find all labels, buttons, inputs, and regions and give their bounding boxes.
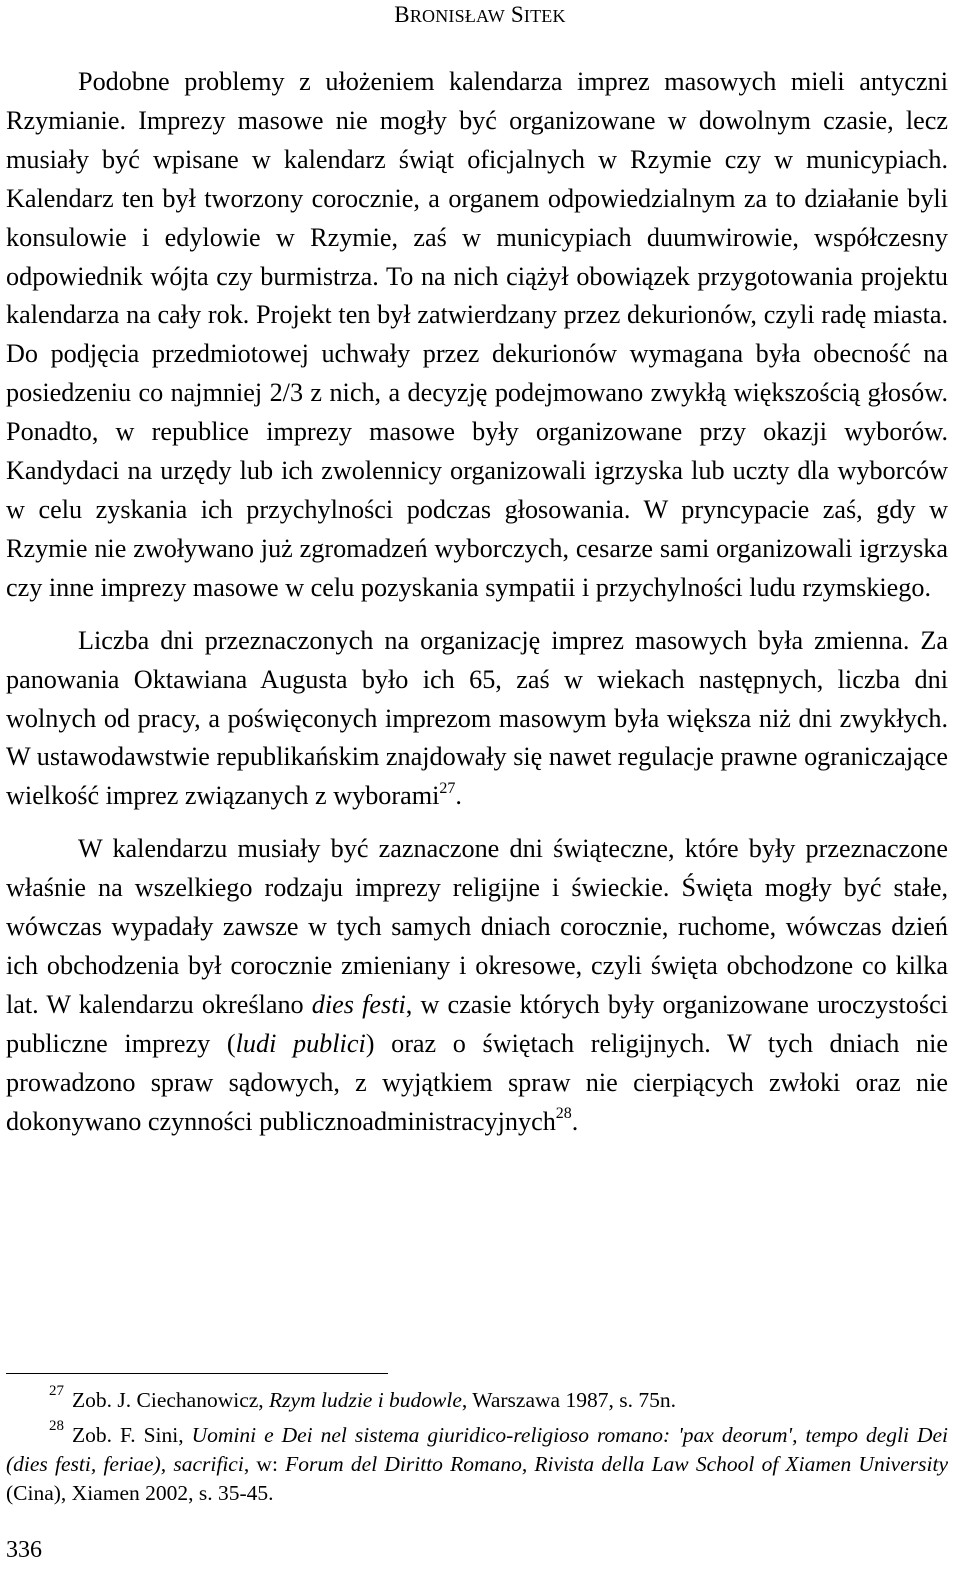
header-last-rest: ITEK (523, 6, 566, 26)
footnote-marker-27: 27 (49, 1382, 64, 1399)
header-first-rest: RONISŁAW (409, 6, 505, 26)
running-header (0, 2, 960, 28)
footnote-28-title: Uomini e Dei nel sistema giuridico-religioso romano: 'pax deorum', tempo degli Dei (dies festi, feriae), sacrifici (6, 1423, 948, 1476)
paragraph-3-part-a: W kalendarzu musiały być zaznaczone dni świąteczne, które były przeznaczone właśnie na wszelkiego rodzaju imprezy religijne i świeckie. Święta mogły być stałe, wówczas wypadały zawsze w tych samych dniach corocznie, ruchome, wówczas dzień ich obchodzenia był corocznie zmieniany i okresowe, czyli święta obchodzone co kilka lat. W kalendarzu określano (6, 834, 948, 1019)
footnote-separator (6, 1373, 388, 1374)
footnote-marker-28: 28 (49, 1417, 64, 1434)
footnote-27-pre: Zob. J. Ciechanowicz, (72, 1388, 270, 1412)
footnote-28-mid: , w: (243, 1452, 286, 1476)
paragraph-2-end: . (455, 781, 462, 811)
footnote-number-28 (6, 1417, 72, 1450)
footnote-28-pre: Zob. F. Sini, (72, 1423, 192, 1447)
footnote-28-journal: Forum del Diritto Romano, Rivista della Law School of Xiamen University (285, 1452, 948, 1476)
paragraph-1: Podobne problemy z ułożeniem kalendarza imprez masowych mieli antyczni Rzymianie. Imprezy masowe nie mogły być organizowane w dowolnym czasie, lecz musiały być wpisane w kalendarz świąt oficjalnych w Rzymie czy w municypiach. Kalendarz ten był tworzony corocznie, a organem odpowiedzialnym za to działanie byli konsulowie i edylowie w Rzymie, zaś w municypiach duumwirowie, współczesny odpowiednik wójta czy burmistrza. To na nich ciążył obowiązek przygotowania projektu kalendarza na cały rok. Projekt ten był zatwierdzany przez dekurionów, czyli radę miasta. Do podjęcia przedmiotowej uchwały przez dekurionów wymagana była obecność na posiedzeniu co najmniej 2/3 z nich, a decyzję podejmowano zwykłą większością głosów. Ponadto, w republice imprezy masowe były organizowane przy okazji wyborów. Kandydaci na urzędy lub ich zwolennicy organizowali igrzyska lub uczty dla wyborców w celu zyskania ich przychylności podczas głosowania. W pryncypacie zaś, gdy w Rzymie nie zwoływano już zgromadzeń wyborczych, cesarze sami organizowali igrzyska czy inne imprezy masowe w celu pozyskania sympatii i przychylności ludu rzymskiego. (6, 67, 948, 602)
footnote-27 (6, 1382, 948, 1415)
footnote-number-27 (6, 1382, 72, 1415)
paragraph-3-part-c: ) oraz o świętach religijnych. W tych dniach nie prowadzono spraw sądowych, z wyjątkiem spraw nie cierpiących zwłoki oraz nie dokonywano czynności publicznoadministracyjnych (6, 1028, 948, 1136)
footnote-ref-27[interactable]: 27 (439, 779, 456, 797)
header-initial-b: B (394, 2, 410, 27)
footnote-ref-28[interactable]: 28 (555, 1104, 572, 1122)
footnotes (6, 1382, 948, 1514)
body-text (6, 63, 948, 1141)
paragraph-2-text: Liczba dni przeznaczonych na organizację imprez masowych była zmienna. Za panowania Oktawiana Augusta było ich 65, zaś w wiekach następnych, liczba dni wolnych od pracy, a poświęconych imprezom masowym była większa niż dni zwykłych. W ustawodawstwie republikańskim znajdowały się nawet regulacje prawne ograniczające wielkość imprez związanych z wyborami (6, 625, 948, 811)
term-dies-festi: dies festi (311, 989, 406, 1019)
footnote-28 (6, 1417, 948, 1508)
footnote-27-title: Rzym ludzie i budowle (269, 1388, 462, 1412)
page-number: 336 (6, 1537, 42, 1563)
term-ludi-publici: ludi publici (235, 1028, 366, 1058)
paragraph-3 (6, 830, 948, 1141)
paragraph-3-part-b: , w czasie których były organizowane uroczystości publiczne imprezy ( (6, 989, 948, 1058)
paragraph-3-end: . (571, 1106, 579, 1136)
paragraph-2 (6, 622, 948, 817)
header-initial-s: S (510, 2, 524, 27)
footnote-28-post: (Cina), Xiamen 2002, s. 35-45. (6, 1481, 274, 1505)
footnote-27-post: , Warszawa 1987, s. 75n. (461, 1388, 676, 1412)
